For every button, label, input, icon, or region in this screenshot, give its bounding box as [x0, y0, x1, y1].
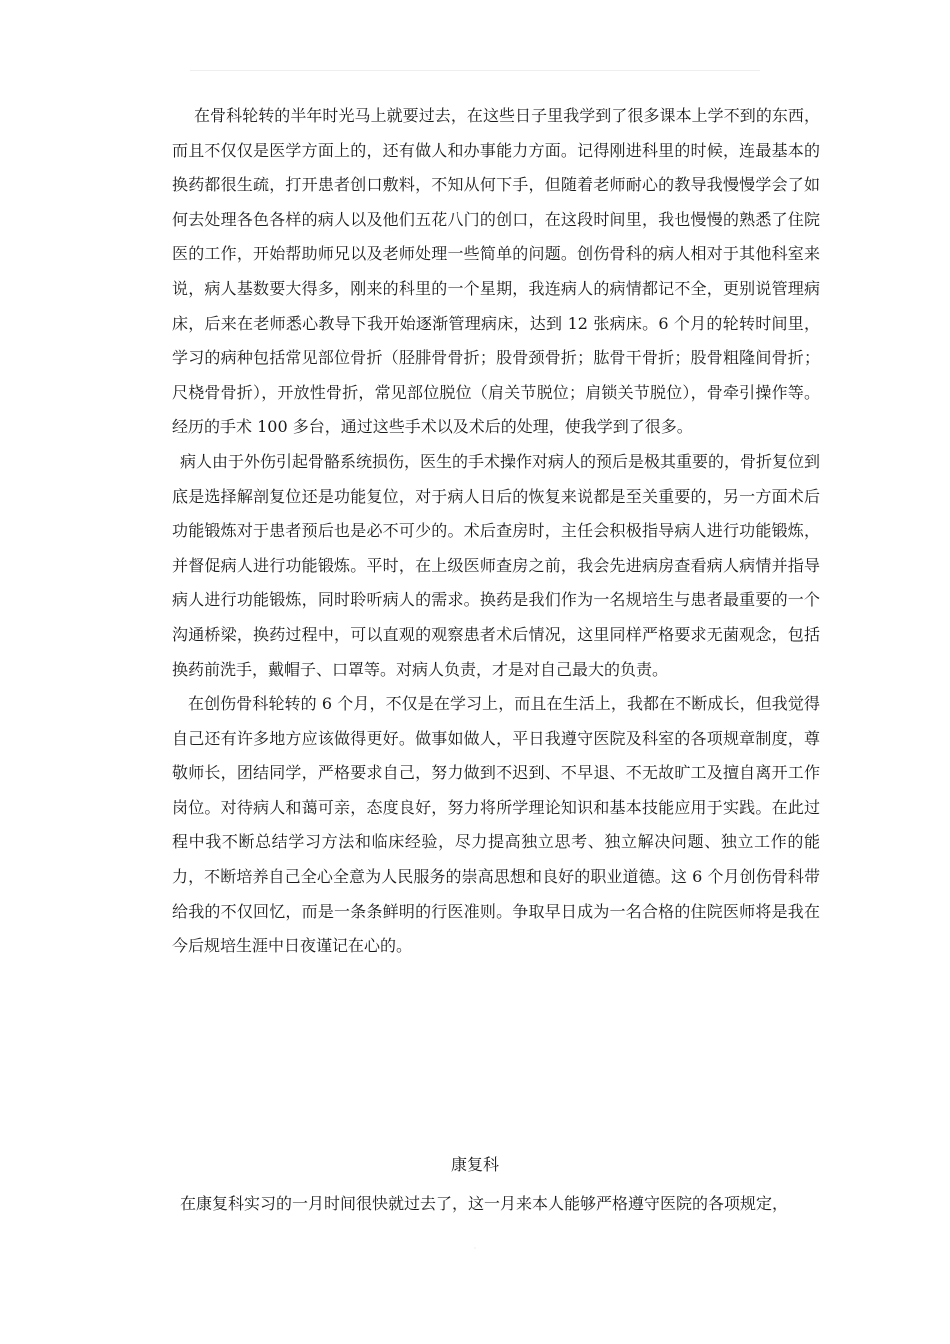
section-title-rehabilitation: 康复科	[450, 1155, 499, 1174]
paragraph-personal-growth: 在创伤骨科轮转的 6 个月，不仅是在学习上，而且在生活上，我都在不断成长，但我觉得自己还有许多地方应该做得更好。做事如做人，平日我遵守医院及科室的各项规章制度，尊敬师长，团结同学，严格要求自己，努力做到不迟到、不早退、不无故旷工及擅自离开工作岗位。对待病人和蔼可亲，态度良好，努力将所学理论知识和基本技能应用于实践。在此过程中我不断总结学习方法和临床经验，尽力提高独立思考、独立解决问题、独立工作的能力，不断培养自己全心全意为人民服务的崇高思想和良好的职业道德。这 6 个月创伤骨科带给我的不仅回忆，而是一条条鲜明的行医准则。争取早日成为一名合格的住院医师将是我在今后规培生涯中日夜谨记在心的。	[172, 694, 820, 956]
body-text	[172, 99, 820, 964]
paragraph-rehabilitation-intro: 在康复科实习的一月时间很快就过去了，这一月来本人能够严格遵守医院的各项规定，	[180, 1194, 789, 1213]
footer-watermark: ·	[473, 1244, 477, 1253]
paragraph-postoperative-care: 病人由于外伤引起骨骼系统损伤，医生的手术操作对病人的预后是极其重要的，骨折复位到底是选择解剖复位还是功能复位，对于病人日后的恢复来说都是至关重要的，另一方面术后功能锻炼对于患者预后也是必不可少的。术后查房时，主任会积极指导病人进行功能锻炼，并督促病人进行功能锻炼。平时，在上级医师查房之前，我会先进病房查看病人病情并指导病人进行功能锻炼，同时聆听病人的需求。换药是我们作为一名规培生与患者最重要的一个沟通桥梁，换药过程中，可以直观的观察患者术后情况，这里同样严格要求无菌观念，包括换药前洗手，戴帽子、口罩等。对病人负责，才是对自己最大的负责。	[172, 451, 821, 679]
header-rule	[190, 70, 760, 71]
paragraph-orthopedics-rotation: 在骨科轮转的半年时光马上就要过去，在这些日子里我学到了很多课本上学不到的东西，而且不仅仅是医学方面上的，还有做人和办事能力方面。记得刚进科里的时候，连最基本的换药都很生疏，打开患者创口敷料，不知从何下手，但随着老师耐心的教导我慢慢学会了如何去处理各色各样的病人以及他们五花八门的创口，在这段时间里，我也慢慢的熟悉了住院医的工作，开始帮助师兄以及老师处理一些简单的问题。创伤骨科的病人相对于其他科室来说，病人基数要大得多，刚来的科里的一个星期，我连病人的病情都记不全，更别说管理病床，后来在老师悉心教导下我开始逐渐管理病床，达到 12 张病床。6 个月的轮转时间里，学习的病种包括常见部位骨折（胫腓骨骨折；股骨颈骨折；肱骨干骨折；股骨粗隆间骨折；尺桡骨骨折），开放性骨折，常见部位脱位（肩关节脱位；肩锁关节脱位），骨牵引操作等。经历的手术 100 多台，通过这些手术以及术后的处理，使我学到了很多。	[172, 106, 820, 437]
